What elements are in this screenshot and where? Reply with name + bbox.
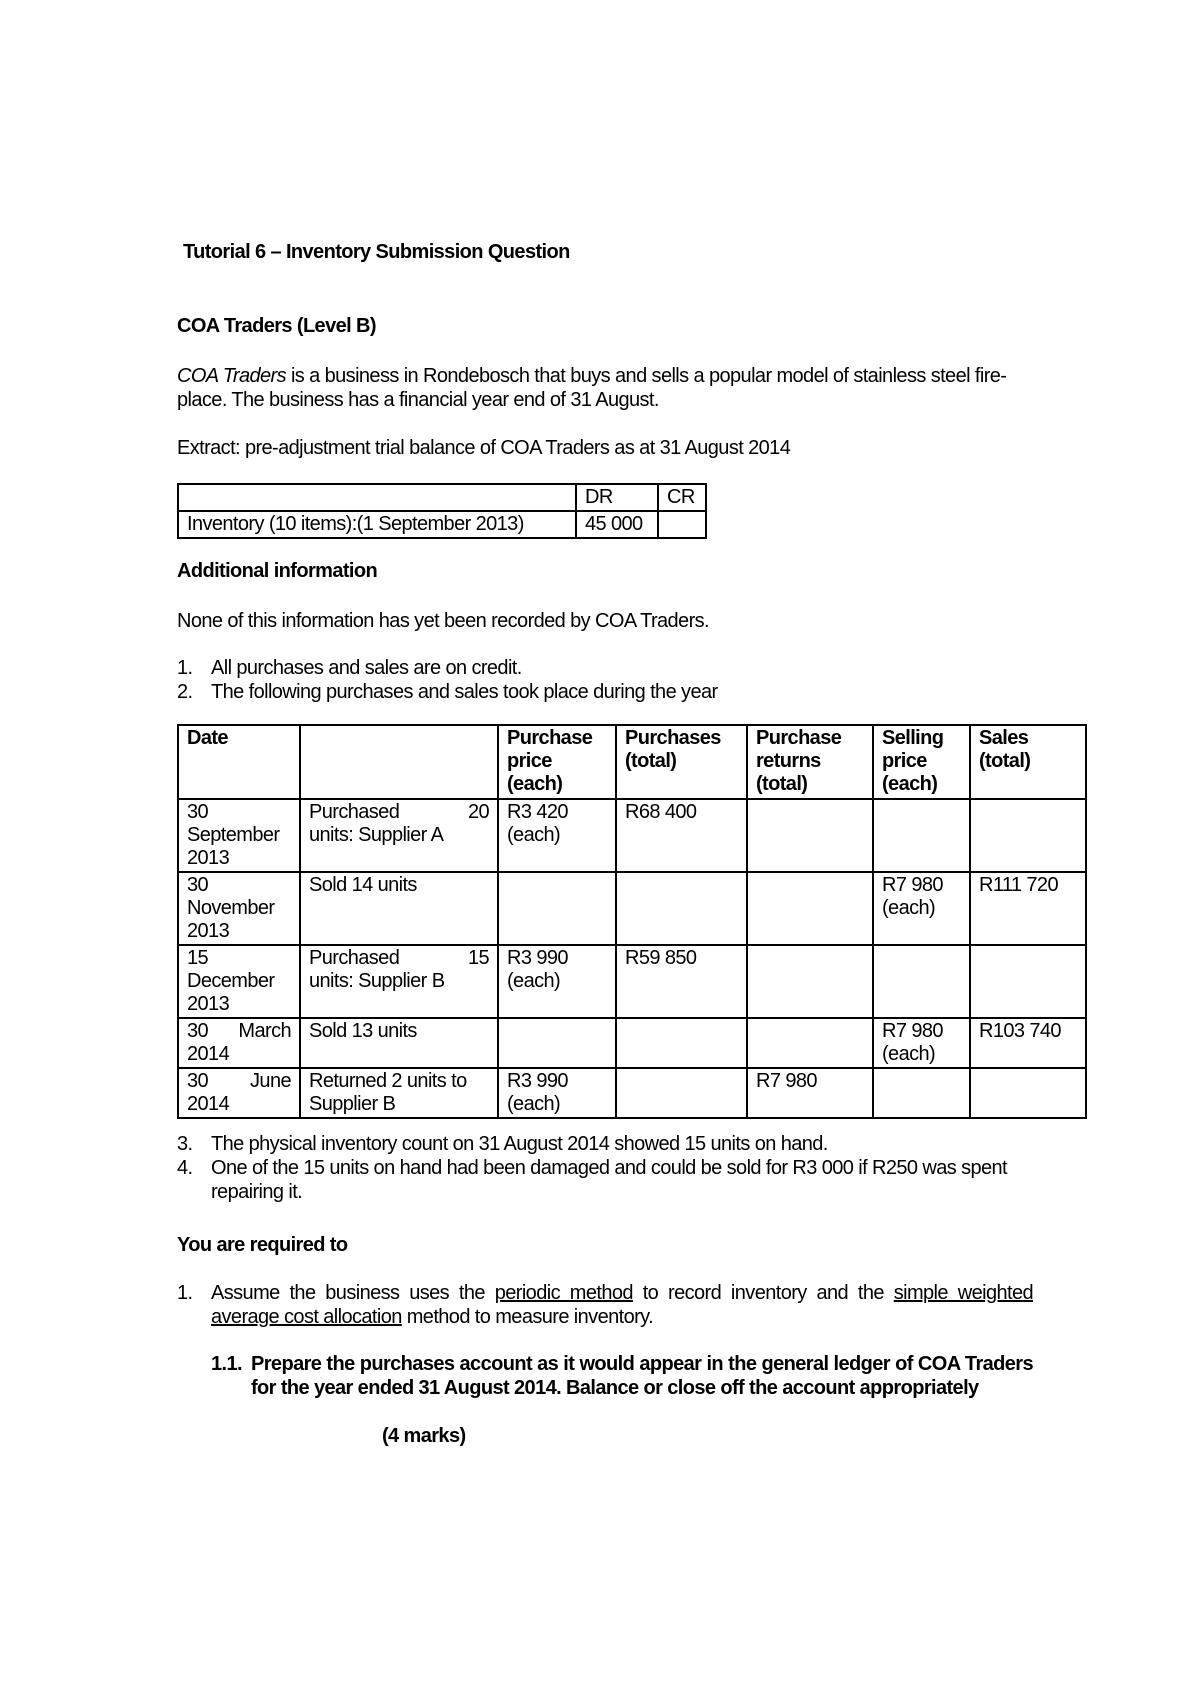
- row-description: Returned 2 units to Supplier B: [300, 1068, 498, 1118]
- list-item-text: One of the 15 units on hand had been damaged and could be sold for R3 000 if R250 was spent repairing it.: [211, 1157, 1008, 1203]
- date-rest: September 2013: [187, 824, 280, 869]
- row-selling-price: R7 980 (each): [873, 872, 970, 945]
- row-purchases-total: [616, 1068, 747, 1118]
- transactions-header-row: [178, 725, 1086, 799]
- row-sales-total: [970, 799, 1086, 872]
- list-item-number: 1.: [177, 657, 193, 679]
- table-row: [178, 1018, 1086, 1068]
- extract-caption: Extract: pre-adjustment trial balance of COA Traders as at 31 August 2014: [177, 437, 791, 459]
- row-purchase-price: R3 990 (each): [498, 945, 616, 1018]
- required-heading: You are required to: [177, 1234, 348, 1256]
- requirement-text: to record inventory and the: [632, 1282, 894, 1304]
- trial-balance-cr-value: [658, 511, 706, 538]
- table-row: [178, 945, 1086, 1018]
- trial-balance-row: [178, 511, 706, 538]
- underlined-term: simple weighted average cost allocation: [211, 1282, 1033, 1328]
- row-purchase-price: [498, 1018, 616, 1068]
- row-purchase-price: R3 990 (each): [498, 1068, 616, 1118]
- desc-verb: Purchased: [309, 947, 400, 969]
- trial-balance-dr-value: 45 000: [576, 511, 658, 538]
- list-item-number: 3.: [177, 1133, 193, 1155]
- marks-label: (4 marks): [382, 1425, 466, 1447]
- trial-balance-account: Inventory (10 items):(1 September 2013): [178, 511, 576, 538]
- row-purchases-total: R68 400: [616, 799, 747, 872]
- date-month: June: [250, 1070, 291, 1092]
- underlined-term: periodic method: [494, 1282, 633, 1304]
- list-item-text: The following purchases and sales took place during the year: [211, 681, 718, 703]
- desc-verb: Purchased: [309, 801, 400, 823]
- table-row: [178, 799, 1086, 872]
- date-day: 30: [187, 874, 209, 896]
- col-header-date: Date: [178, 725, 300, 799]
- row-selling-price: R7 980 (each): [873, 1018, 970, 1068]
- row-selling-price: [873, 799, 970, 872]
- col-header-sales-total: Sales (total): [970, 725, 1086, 799]
- date-month: March: [238, 1020, 291, 1042]
- row-purchase-price: [498, 872, 616, 945]
- trial-balance-header-dr: DR: [576, 484, 658, 511]
- list-item-text: All purchases and sales are on credit.: [211, 657, 522, 679]
- list-item-number: 4.: [177, 1157, 193, 1179]
- row-date: [178, 1018, 300, 1068]
- desc-quantity: 15: [467, 947, 489, 969]
- document-title: Tutorial 6 – Inventory Submission Question: [183, 241, 570, 263]
- row-date: [178, 1068, 300, 1118]
- row-purchase-returns: [747, 1018, 873, 1068]
- list-item: [177, 680, 1033, 704]
- list-item: [177, 1132, 1033, 1156]
- company-name-italic: COA Traders: [177, 365, 286, 387]
- row-purchase-price: R3 420 (each): [498, 799, 616, 872]
- row-sales-total: [970, 945, 1086, 1018]
- requirement-1-1: [211, 1352, 1033, 1400]
- date-rest: 2014: [187, 1093, 230, 1115]
- row-sales-total: R111 720: [970, 872, 1086, 945]
- intro-paragraph: [177, 364, 1033, 412]
- requirement-number: 1.1.: [211, 1353, 242, 1375]
- list-item: [177, 1156, 1033, 1204]
- row-description: Sold 14 units: [300, 872, 498, 945]
- date-rest: November 2013: [187, 897, 275, 942]
- transactions-table: [177, 724, 1087, 1119]
- row-description: [300, 799, 498, 872]
- row-selling-price: [873, 1068, 970, 1118]
- requirement-number: 1.: [177, 1282, 193, 1304]
- intro-text: is a business in Rondebosch that buys and sells a popular model of stainless steel fire-place. The business has a financial year end of 31 August.: [177, 365, 1007, 411]
- row-purchases-total: [616, 1018, 747, 1068]
- desc-detail: units: Supplier A: [309, 824, 444, 846]
- requirement-1-body: [177, 1281, 1033, 1329]
- row-date: [178, 872, 300, 945]
- date-rest: December 2013: [187, 970, 275, 1015]
- row-sales-total: R103 740: [970, 1018, 1086, 1068]
- trial-balance-header-cr: CR: [658, 484, 706, 511]
- col-header-purchase-returns: Purchase returns (total): [747, 725, 873, 799]
- list-item: [177, 656, 1033, 680]
- info-list-bottom: [177, 1132, 1033, 1204]
- requirement-text: Assume the business uses the: [211, 1282, 495, 1304]
- trial-balance-header-row: [178, 484, 706, 511]
- col-header-purchase-price: Purchase price (each): [498, 725, 616, 799]
- requirement-text: method to measure inventory.: [401, 1306, 654, 1328]
- col-header-purchases-total: Purchases (total): [616, 725, 747, 799]
- table-row: [178, 872, 1086, 945]
- row-description: [300, 945, 498, 1018]
- date-day: 30: [187, 1020, 209, 1042]
- col-header-selling-price: Selling price (each): [873, 725, 970, 799]
- row-purchase-returns: [747, 799, 873, 872]
- row-selling-price: [873, 945, 970, 1018]
- list-item-text: The physical inventory count on 31 August 2014 showed 15 units on hand.: [211, 1133, 828, 1155]
- row-purchases-total: R59 850: [616, 945, 747, 1018]
- row-date: [178, 945, 300, 1018]
- section-title: COA Traders (Level B): [177, 315, 376, 337]
- table-row: [178, 1068, 1086, 1118]
- date-day: 30: [187, 801, 209, 823]
- row-purchase-returns: [747, 945, 873, 1018]
- additional-info-heading: Additional information: [177, 560, 378, 582]
- additional-info-note: None of this information has yet been recorded by COA Traders.: [177, 610, 709, 632]
- info-list-top: [177, 656, 1033, 704]
- row-date: [178, 799, 300, 872]
- requirement-1: [177, 1281, 1033, 1329]
- requirement-1-1-body: [211, 1352, 1033, 1400]
- row-purchases-total: [616, 872, 747, 945]
- requirement-text: Prepare the purchases account as it would appear in the general ledger of COA Traders for the year ended 31 August 2014. Balance or close off the account appropriately: [251, 1353, 1033, 1399]
- date-day: 15: [187, 947, 209, 969]
- row-purchase-returns: R7 980: [747, 1068, 873, 1118]
- date-rest: 2014: [187, 1043, 230, 1065]
- date-day: 30: [187, 1070, 209, 1092]
- row-description: Sold 13 units: [300, 1018, 498, 1068]
- desc-detail: units: Supplier B: [309, 970, 445, 992]
- trial-balance-table: [177, 483, 707, 539]
- desc-quantity: 20: [467, 801, 489, 823]
- trial-balance-header-blank: [178, 484, 576, 511]
- col-header-description: [300, 725, 498, 799]
- row-sales-total: [970, 1068, 1086, 1118]
- list-item-number: 2.: [177, 681, 193, 703]
- row-purchase-returns: [747, 872, 873, 945]
